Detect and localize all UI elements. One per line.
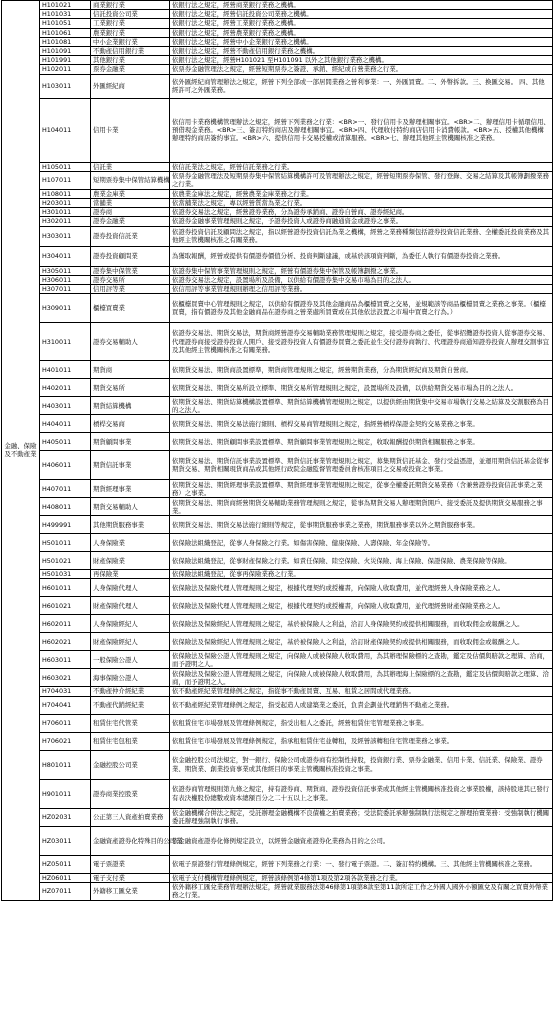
business-name-cell: 證券金融業 xyxy=(91,217,170,226)
business-description-cell: 依保險法組織登記，從事再保險業務之行業。 xyxy=(170,570,553,579)
business-description-cell: 依期貨交易法、期貨交易法施行細則、槓桿交易商管理規則之規定，指經營槓桿保證金契約交易業務之事業。 xyxy=(170,415,553,433)
table-row xyxy=(2,651,553,669)
table-row xyxy=(2,498,553,516)
business-name-cell: 期貨交易輔助人 xyxy=(91,498,170,516)
business-description-cell: 依不動產經紀業管理條例之規定，指受起造人或建築業之委託，負責企劃並代理銷售不動產之業務。 xyxy=(170,696,553,714)
business-description-cell: 依外籍移工匯兌業務管理辦法規定，經營就業服務法第46條第1項第8款至第11款所定工作之外國人國外小額匯兌及有關之買賣外幣業務之行業。 xyxy=(170,882,553,900)
business-name-cell: 期貨經理事業 xyxy=(91,480,170,498)
business-code-cell: H601011 xyxy=(40,579,91,597)
table-row xyxy=(2,855,553,873)
business-name-cell: 期貨結算機構 xyxy=(91,397,170,415)
business-name-cell: 證券交易輔助人 xyxy=(91,323,170,361)
business-code-cell: H706011 xyxy=(40,714,91,732)
business-name-cell: 外匯經紀商 xyxy=(91,74,170,98)
table-row xyxy=(2,285,553,294)
business-code-cell: H603021 xyxy=(40,669,91,687)
business-name-cell: 海事保險公證人 xyxy=(91,669,170,687)
business-code-cell: H801011 xyxy=(40,750,91,779)
business-code-cell: H404011 xyxy=(40,415,91,433)
table-row xyxy=(2,65,553,74)
business-name-cell: 槓桿交易商 xyxy=(91,415,170,433)
business-name-cell: 短期票券集中保管結算機構 xyxy=(91,171,170,189)
table-row xyxy=(2,98,553,162)
business-code-cell: H101091 xyxy=(40,47,91,56)
business-description-cell: 依期貨交易法、期貨顧問事業設置標準、期貨顧問事業管理規則之規定，收取報酬提供期貨相關服務之事業。 xyxy=(170,433,553,451)
business-description-cell: 依票券金融管理法及短期票券集中保管結算機構許可及管理辦法之規定，經營短期票券保管、發行登錄、交易之結算及其帳簿劃撥業務之行業。 xyxy=(170,171,553,189)
business-name-cell: 信用評等業 xyxy=(91,285,170,294)
business-description-cell: 依保險法組織登記，從事財產保險之行業。如責任保險、陸空保險、火災保險、海上保險、保證保險、農業保險等保險。 xyxy=(170,552,553,570)
business-description-cell: 依信用卡業務機構管理辦法之規定，經營下列業務之行業：<BR>一、發行信用卡及辦理相關事宜。<BR>二、辦理信用卡循環信用、預借現金業務。<BR>三、簽訂特約商店及辦理相關事宜。<BR>四、代理收付特約商店信用卡消費帳款。<BR>五、授權其他機構辦理特約商店簽約事宜。<BR>六、提供信用卡交易授權或清算服務。<BR>七、辦理其他經主管機關核准之業務。 xyxy=(170,98,553,162)
business-code-cell: H901011 xyxy=(40,779,91,808)
business-code-cell: H101031 xyxy=(40,10,91,19)
business-code-cell: H301011 xyxy=(40,208,91,217)
business-description-cell: 依保險法及保險代理人管理規則之規定，根據代理契約或授權書，向保險人收取費用，並代理經營財產保險業務之人。 xyxy=(170,597,553,615)
business-code-cell: H302011 xyxy=(40,217,91,226)
business-description-cell: 依保險法及保險經紀人管理規則之規定，基於被保險人之利益，洽訂財產保險契約或提供相關服務，而收取佣金或報酬之人。 xyxy=(170,633,553,651)
business-name-cell: 中小企業銀行業 xyxy=(91,37,170,46)
business-name-cell: 櫃檯買賣業 xyxy=(91,294,170,323)
business-description-cell: 依票券金融管理法之規定，經營短期票券之簽證、承銷、經紀或自營業務之行業。 xyxy=(170,65,553,74)
table-row xyxy=(2,714,553,732)
business-code-cell: H303011 xyxy=(40,226,91,246)
table-row xyxy=(2,189,553,198)
table-row xyxy=(2,208,553,217)
business-code-cell: H407011 xyxy=(40,480,91,498)
table-row xyxy=(2,480,553,498)
business-description-cell: 依保險法組織登記，從事人身保險之行業。如傷害保險、健康保險、人壽保險、年金保險等。 xyxy=(170,534,553,552)
business-name-cell: 不動產信用銀行業 xyxy=(91,47,170,56)
business-code-cell: H101021 xyxy=(40,1,91,10)
table-row xyxy=(2,579,553,597)
business-name-cell: 財產保險經紀人 xyxy=(91,633,170,651)
business-code-table xyxy=(1,0,553,901)
business-code-cell: H704041 xyxy=(40,696,91,714)
business-description-cell: 依金融資產證券化條例規定設立，以經營金融資產證券化業務為目的之公司。 xyxy=(170,826,553,855)
business-name-cell: 證券投資信託業 xyxy=(91,226,170,246)
business-name-cell: 人身保險經紀人 xyxy=(91,615,170,633)
table-row xyxy=(2,162,553,171)
business-name-cell: 證券投資顧問業 xyxy=(91,246,170,266)
business-description-cell: 依銀行法之規定，經營中小企業銀行業務之機構。 xyxy=(170,37,553,46)
business-name-cell: 財產保險業 xyxy=(91,552,170,570)
business-description-cell: 依證券交易法、期貨交易法，期貨商經營證券交易輔助業務管理規則之規定，接受證券商之委任，從事招攬證券投資人從事證券交易、代理證券商接受證券投資人開戶、接受證券投資人有價證券買賣之委託並生交付證券商執行、代理證券商通知證券投資人辦理交割事宜及其他經主管機關核准之有關業務。 xyxy=(170,323,553,361)
business-name-cell: 其他期貨服務事業 xyxy=(91,516,170,534)
business-code-cell: H307011 xyxy=(40,285,91,294)
business-description-cell: 依銀行法之規定，經營工業銀行業務之機構。 xyxy=(170,19,553,28)
business-description-cell: 依信託業法之規定，經營信託業務之行業。 xyxy=(170,162,553,171)
table-row xyxy=(2,750,553,779)
business-code-cell: H203011 xyxy=(40,199,91,208)
business-description-cell: 依期貨交易法、期貨交易法施行細則等規定，從事期貨服務事業之業務，期貨服務事業以外之期貨服務事業。 xyxy=(170,516,553,534)
table-row xyxy=(2,882,553,900)
business-code-cell: H499991 xyxy=(40,516,91,534)
business-description-cell: 依保險法及保險經紀人管理規則之規定，基於被保險人之利益，洽訂人身保險契約或提供相關服務，而收取佣金或報酬之人。 xyxy=(170,615,553,633)
business-description-cell: 依證券投資信託及顧問法之規定，指以經營證券投資信託為業之機構，經營之業務種類包括證券投資信託業務、全權委託投資業務及其他經主管機關核准之有關業務。 xyxy=(170,226,553,246)
table-row xyxy=(2,74,553,98)
business-name-cell: 信用卡業 xyxy=(91,98,170,162)
table-row xyxy=(2,361,553,379)
business-code-cell: H107011 xyxy=(40,171,91,189)
business-description-cell: 依金融機構合併法之規定，受託辦理金融機構不良債權之拍賣業務；受法院委託承辦強制執行法規定之辦理拍賣業務：受強制執行機關委託辦理強制執行事務。 xyxy=(170,808,553,826)
business-code-cell: H406011 xyxy=(40,451,91,480)
business-description-cell: 依證券交易法之規定，設置場所及設備，以供給有價證券集中交易市場為目的之法人。 xyxy=(170,275,553,284)
business-description-cell: 依租賃住宅市場發展及管理條例規定，指受出租人之委託，經營租賃住宅管理業務之事業。 xyxy=(170,714,553,732)
business-description-cell: 依期貨交易法、期貨商設置標準，期貨商管理規則之規定，經營期貨業務，分為期貨經紀商及期貨自營商。 xyxy=(170,361,553,379)
business-code-cell: H304011 xyxy=(40,246,91,266)
table-row xyxy=(2,687,553,696)
business-code-cell: H601021 xyxy=(40,597,91,615)
business-code-cell: H101051 xyxy=(40,19,91,28)
table-row xyxy=(2,19,553,28)
business-name-cell: 人身保險代理人 xyxy=(91,579,170,597)
business-description-cell: 依銀行法之規定，經營信託投資公司業務之機構。 xyxy=(170,10,553,19)
business-name-cell: 電子支付業 xyxy=(91,873,170,882)
business-code-cell: H403011 xyxy=(40,397,91,415)
table-row xyxy=(2,266,553,275)
business-code-cell: H101081 xyxy=(40,37,91,46)
business-name-cell: 期貨商 xyxy=(91,361,170,379)
business-code-cell: HZ02031 xyxy=(40,808,91,826)
business-code-cell: H103011 xyxy=(40,74,91,98)
business-code-cell: H405011 xyxy=(40,433,91,451)
business-name-cell: 期貨交易所 xyxy=(91,379,170,397)
business-code-cell: H105011 xyxy=(40,162,91,171)
business-code-cell: H401011 xyxy=(40,361,91,379)
business-code-cell: H501031 xyxy=(40,570,91,579)
table-row xyxy=(2,199,553,208)
business-name-cell: 期貨信託事業 xyxy=(91,451,170,480)
table-row xyxy=(2,826,553,855)
business-code-cell: HZ06011 xyxy=(40,873,91,882)
business-description-cell: 依信用評等事業管理規則辦理之信用評等業務。 xyxy=(170,285,553,294)
table-row xyxy=(2,397,553,415)
table-row xyxy=(2,47,553,56)
table-row xyxy=(2,171,553,189)
table-row xyxy=(2,696,553,714)
business-name-cell: 租賃住宅包租業 xyxy=(91,732,170,750)
business-description-cell: 依保險法及保險代理人管理規則之規定，根據代理契約或授權書，向保險人收取費用，並代理經營人身保險業務之人。 xyxy=(170,579,553,597)
business-description-cell: 依證券集中保管事業管理規則之規定，經營有價證券集中保管及帳簿劃撥之事業。 xyxy=(170,266,553,275)
business-name-cell: 商業銀行業 xyxy=(91,1,170,10)
business-description-cell: 依當舖業法之規定，專以經營質當為業之行業。 xyxy=(170,199,553,208)
table-row xyxy=(2,552,553,570)
business-name-cell: 金融控股公司業 xyxy=(91,750,170,779)
table-row xyxy=(2,808,553,826)
table-row xyxy=(2,732,553,750)
business-code-cell: H309011 xyxy=(40,294,91,323)
business-code-cell: H501011 xyxy=(40,534,91,552)
business-description-cell: 依保險法及保險公證人管理規則之規定，向保險人或被保險人收取費用，為其辦理海上保險標的之查勘，鑑定及估價與賠款之理算、洽商，而予證明之人。 xyxy=(170,669,553,687)
business-name-cell: 票券金融業 xyxy=(91,65,170,74)
business-code-cell: H402011 xyxy=(40,379,91,397)
business-description-cell: 依金融控股公司法規定，對一銀行、保險公司或證券商有控制性持股，投資銀行業、票券金融業、信用卡業、信託業、保險業、證券業、期貨業、創業投資事業或其他經目的事業主管機關核准投資之事業。 xyxy=(170,750,553,779)
business-name-cell: 公正第三人資產拍賣業務 xyxy=(91,808,170,826)
business-name-cell: 農業金庫業 xyxy=(91,189,170,198)
business-description-cell: 依證券商管理規則第九條之規定，持有證券商、期貨商、證券投資信託事業或其他經主管機關核准投資之事業股權，該持股達其已發行有表決權股份總數或資本總額百分之二十五以上之事業。 xyxy=(170,779,553,808)
business-name-cell: 其他銀行業 xyxy=(91,56,170,65)
business-name-cell: 當舖業 xyxy=(91,199,170,208)
business-description-cell: 依期貨交易法、期貨信託事業設置標準、期貨信託事業管理規則之規定，募集期貨信託基金、發行受益憑證，並運用期貨信託基金從事期貨交易、期貨相關現貨商品或其他經行政院金融監督管理委員會核准項目之交易或投資之事業。 xyxy=(170,451,553,480)
table-row xyxy=(2,323,553,361)
business-description-cell: 依不動產經紀業管理條例之規定，指從事不動產買賣、互易、租賃之居間或代理業務。 xyxy=(170,687,553,696)
business-name-cell: 不動產仲介經紀業 xyxy=(91,687,170,696)
business-code-cell: H310011 xyxy=(40,323,91,361)
business-code-cell: H102011 xyxy=(40,65,91,74)
business-name-cell: 租賃住宅代管業 xyxy=(91,714,170,732)
business-code-cell: H101991 xyxy=(40,56,91,65)
business-code-cell: H101061 xyxy=(40,28,91,37)
business-description-cell: 依電子票證發行管理條例規定，經營下列業務之行業：一、發行電子票證。二、簽訂特約機構。三、其他經主管機關核准之業務。 xyxy=(170,855,553,873)
table-row xyxy=(2,1,553,10)
business-code-cell: H706021 xyxy=(40,732,91,750)
table-row xyxy=(2,873,553,882)
business-code-cell: H704031 xyxy=(40,687,91,696)
business-name-cell: 證券交易所 xyxy=(91,275,170,284)
table-row xyxy=(2,56,553,65)
business-description-cell: 依期貨交易法、期貨交易所設立標準、期貨交易所管理規則之規定，設置場所及設備，以供給期貨交易市場為目的之法人。 xyxy=(170,379,553,397)
business-description-cell: 依銀行法之規定，經營農業銀行業務之機構。 xyxy=(170,28,553,37)
table-row xyxy=(2,275,553,284)
table-row xyxy=(2,633,553,651)
business-description-cell: 依農業金庫法之規定，經營農業金庫業務之行業。 xyxy=(170,189,553,198)
business-code-cell: H104011 xyxy=(40,98,91,162)
business-code-cell: H603011 xyxy=(40,651,91,669)
business-name-cell: 人身保險業 xyxy=(91,534,170,552)
business-code-cell: H108011 xyxy=(40,189,91,198)
business-description-cell: 依租賃住宅市場發展及管理條例規定，指承租租賃住宅並轉租，及經營該轉租住宅管理業務之事業。 xyxy=(170,732,553,750)
table-row xyxy=(2,10,553,19)
business-code-cell: H305011 xyxy=(40,266,91,275)
table-row xyxy=(2,534,553,552)
business-name-cell: 信託投資公司業 xyxy=(91,10,170,19)
business-description-cell: 依電子支付機構管理條例規定，經營該條例第4條第1項及第2項各款業務之行業。 xyxy=(170,873,553,882)
table-row xyxy=(2,615,553,633)
table-row xyxy=(2,37,553,46)
business-code-cell: HZ05011 xyxy=(40,855,91,873)
table-row xyxy=(2,379,553,397)
business-description-cell: 依櫃檯買賣中心管理規則之規定，以供給有價證券及其他金融商品為櫃檯買賣之交易，並規範該等商品櫃檯買賣之業務之事業。（櫃檯買賣，指有價證券及其他金融商品在證券商之營業處所買賣或在其他依法設置之市場中買賣之行為。） xyxy=(170,294,553,323)
table-row xyxy=(2,246,553,266)
business-name-cell: 證券集中保管業 xyxy=(91,266,170,275)
table-row xyxy=(2,415,553,433)
business-description-cell: 依證券金融事業管理規則之規定，予證券投資人或證券商融通資金或證券之事業。 xyxy=(170,217,553,226)
business-name-cell: 再保險業 xyxy=(91,570,170,579)
business-description-cell: 依銀行法之規定，經營H101021 至H101091 以外之其他銀行業務之機構。 xyxy=(170,56,553,65)
business-description-cell: 依外匯經紀商管理辦法之規定，經營下列全部或一部居間業務之營利事業：一、外匯買賣。二、外幣拆款。三、換匯交易。 四、其他經許可之外匯業務。 xyxy=(170,74,553,98)
table-row xyxy=(2,597,553,615)
table-row xyxy=(2,779,553,808)
category-cell: 金融、保險及不動產業 xyxy=(2,1,40,901)
business-name-cell: 外籍移工匯兌業 xyxy=(91,882,170,900)
business-description-cell: 依期貨交易法、期貨結算機構設置標準、期貨結算機構管理規則之規定，以提供經由期貨集中交易市場執行交易之結算及交割服務為目的之法人。 xyxy=(170,397,553,415)
business-name-cell: 證券商 xyxy=(91,208,170,217)
business-code-cell: H306011 xyxy=(40,275,91,284)
business-name-cell: 證券商業控股業 xyxy=(91,779,170,808)
business-code-cell: HZ03011 xyxy=(40,826,91,855)
business-name-cell: 工業銀行業 xyxy=(91,19,170,28)
business-name-cell: 農業銀行業 xyxy=(91,28,170,37)
table-row xyxy=(2,433,553,451)
business-description-cell: 依銀行法之規定，經營不動產信用銀行業務之機構。 xyxy=(170,47,553,56)
table-row xyxy=(2,294,553,323)
business-name-cell: 財產保險代理人 xyxy=(91,597,170,615)
table-row xyxy=(2,451,553,480)
business-description-cell: 依證券交易法之規定，經營證券業務，分為證券承銷商、證券自營商、證券經紀商。 xyxy=(170,208,553,217)
business-description-cell: 依銀行法之規定，經營商業銀行業務之機構。 xyxy=(170,1,553,10)
table-row xyxy=(2,226,553,246)
table-row xyxy=(2,217,553,226)
business-name-cell: 期貨顧問事業 xyxy=(91,433,170,451)
business-name-cell: 一般保險公證人 xyxy=(91,651,170,669)
business-description-cell: 依期貨交易法、期貨商經營期貨交易輔助業務管理規則之規定，從事為期貨交易人辦理期貨開戶、接受委託及提供期貨交易服務之事業。 xyxy=(170,498,553,516)
business-description-cell: 依期貨交易法、期貨經理事業設置標準、期貨經理事業管理規則之規定，從事全權委託期貨交易業務（含兼營證券投資信託事業之業務）之事業。 xyxy=(170,480,553,498)
table-row xyxy=(2,669,553,687)
business-code-cell: H602021 xyxy=(40,633,91,651)
business-name-cell: 信託業 xyxy=(91,162,170,171)
business-description-cell: 依保險法及保險公證人管理規則之規定，向保險人或被保險人收取費用，為其辦理保險標的之查勘，鑑定及估價與賠款之理算、洽商，而予證明之人。 xyxy=(170,651,553,669)
table-row xyxy=(2,28,553,37)
business-code-cell: HZ07011 xyxy=(40,882,91,900)
table-body xyxy=(2,1,553,901)
business-name-cell: 金融資產證券化特殊目的公司業 xyxy=(91,826,170,855)
table-row xyxy=(2,570,553,579)
business-name-cell: 不動產代銷經紀業 xyxy=(91,696,170,714)
business-description-cell: 為獲取報酬，經營或提供有價證券價值分析、投資判斷建議，或基於該項資判斷，為委任人執行有價證券投資之業務。 xyxy=(170,246,553,266)
business-code-cell: H501021 xyxy=(40,552,91,570)
table-row xyxy=(2,516,553,534)
business-name-cell: 電子票證業 xyxy=(91,855,170,873)
business-code-cell: H602011 xyxy=(40,615,91,633)
business-code-cell: H408011 xyxy=(40,498,91,516)
